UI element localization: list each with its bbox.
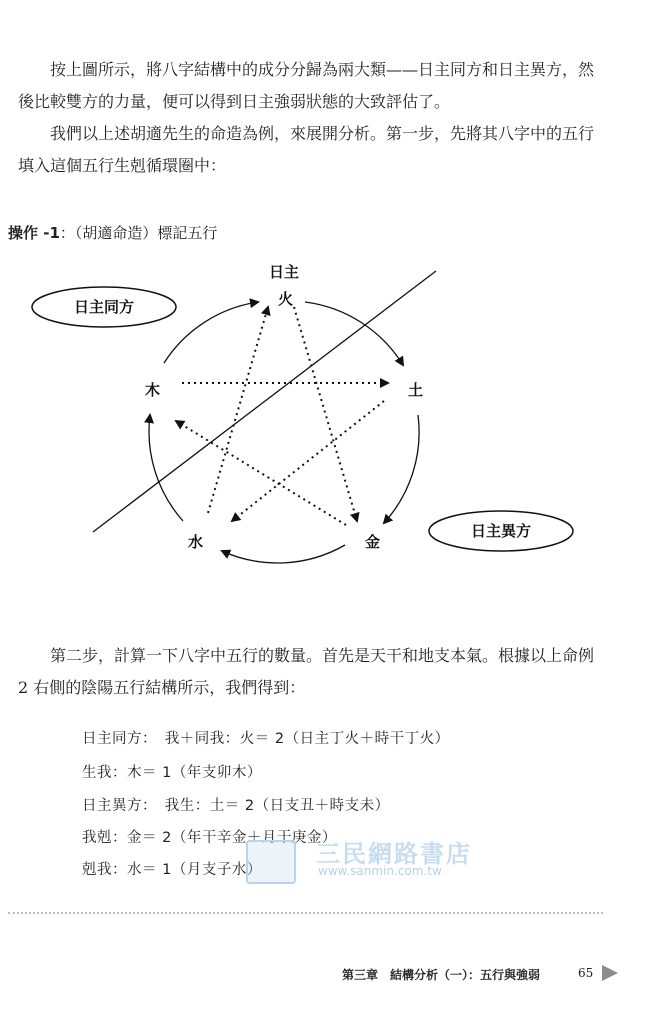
watermark-url: www.sanmin.com.tw [318,864,442,878]
day-master-label: 日主 [269,263,300,281]
paragraph-3: 第二步，計算一下八字中五行的數量。首先是天干和地支本氣。根據以上命例 2 右側的陰陽五行結構所示，我們得到： [18,646,595,697]
five-elements-diagram [0,255,649,585]
page-number: 65 [578,966,594,980]
arrow-water-to-fire [208,307,268,513]
element-earth: 土 [408,381,424,399]
arrow-wood-to-fire [164,302,258,363]
arrow-metal-to-water [222,545,345,563]
calc-line: 生我：木＝ 1（年支卯木） [82,765,262,781]
watermark-title: 三民網路書店 [316,839,472,868]
element-water: 水 [188,533,204,551]
running-footer [342,966,540,983]
operation-title: ：（胡適命造）標記五行 [59,224,218,242]
footer-chapter: 第三章 [342,968,379,982]
arrow-earth-to-metal [384,415,419,523]
operation-label: 操作 -1 [8,224,60,242]
paragraph-1: 按上圖所示，將八字結構中的成分分歸為兩大類——日主同方和日主異方，然後比較雙方的力量，便可以得到日主強弱狀態的大致評估了。 [18,60,595,111]
element-metal: 金 [365,533,381,551]
footer-section: 結構分析（一）：五行與強弱 [390,968,541,982]
operation-heading [8,222,217,243]
element-wood: 木 [145,381,161,399]
calc-line: 剋我：水＝ 1（月支子水） [82,862,262,878]
diff-side-label: 日主異方 [470,522,532,540]
element-fire: 火 [278,290,294,308]
calc-line: 我剋：金＝ 2（年干辛金＋月干庚金） [82,830,337,846]
arrow-earth-to-water [232,401,384,521]
dotted-divider [8,912,603,914]
paragraph-2: 我們以上述胡適先生的命造為例，來展開分析。第一步，先將其八字中的五行填入這個五行生剋循環圈中： [18,124,595,175]
calc-line: 日主異方： 我生：土＝ 2（日支丑＋時支未） [82,798,390,814]
calc-line: 日主同方： 我＋同我：火＝ 2（日主丁火＋時干丁火） [82,731,450,747]
same-side-label: 日主同方 [73,298,135,316]
arrow-metal-to-wood [176,421,346,525]
next-page-triangle-icon [602,965,618,981]
